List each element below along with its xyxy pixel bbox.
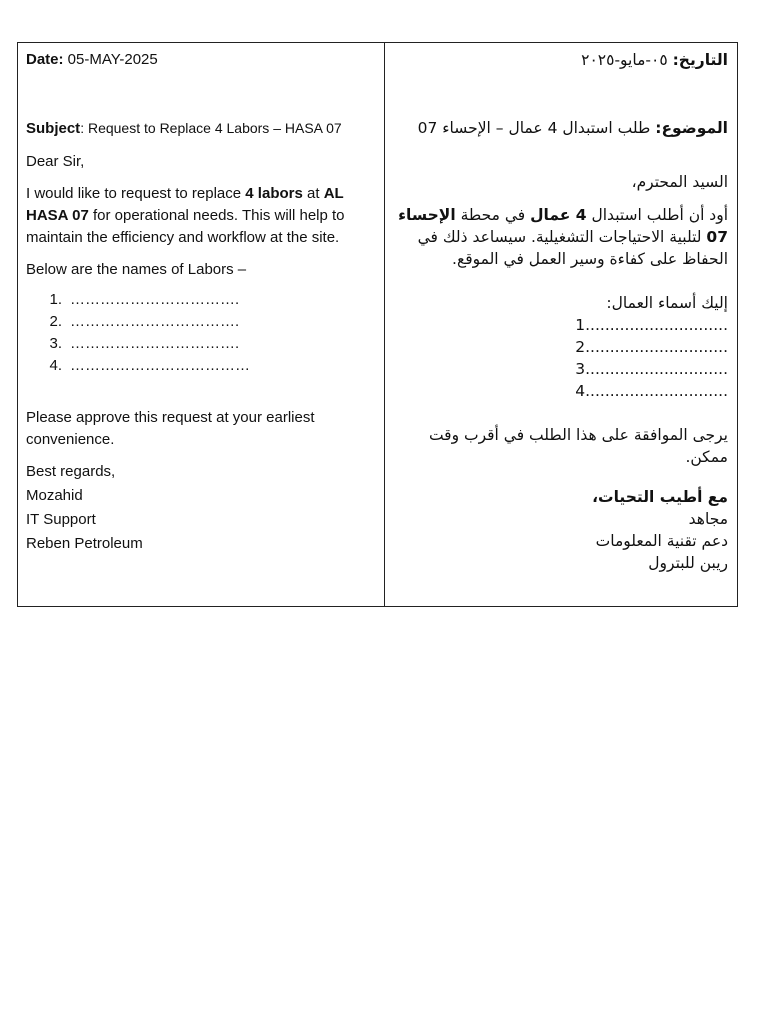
english-column	[18, 43, 385, 606]
arabic-date-line	[393, 49, 728, 71]
arabic-date-label: التاريخ:	[672, 51, 728, 69]
list-placeholder: ………………………………	[70, 357, 250, 374]
subject-label: Subject	[26, 120, 81, 137]
bilingual-letter	[17, 42, 738, 607]
arabic-subject-label: الموضوع:	[655, 119, 728, 137]
arabic-list-item: 1.............................	[575, 316, 728, 334]
arabic-subject-line	[393, 117, 728, 139]
list-placeholder: …………………………….	[70, 335, 240, 352]
approval-text: Please approve this request at your earliest convenience.	[26, 409, 315, 448]
arabic-body-text-1: أود أن أطلب استبدال	[586, 206, 728, 224]
date-value: 05-MAY-2025	[63, 51, 158, 68]
greeting: Dear Sir,	[26, 153, 85, 170]
list-item	[26, 311, 376, 333]
arabic-list-item: 2.............................	[575, 338, 728, 356]
arabic-approval-text: يرجى الموافقة على هذا الطلب في أقرب وقت ممكن.	[428, 426, 728, 466]
subject-line	[26, 117, 376, 140]
list-item	[26, 289, 376, 311]
arabic-subject-text: طلب استبدال 4 عمال – الإحساء 07	[417, 119, 656, 137]
arabic-labor-list	[393, 314, 728, 402]
arabic-list-item: 3.............................	[575, 360, 728, 378]
subject-text: : Request to Replace 4 Labors – HASA 07	[80, 120, 342, 136]
list-item	[26, 333, 376, 355]
arabic-signer-company: ريبن للبترول	[648, 554, 728, 572]
signer-company: Reben Petroleum	[26, 535, 143, 552]
labor-list	[26, 289, 376, 377]
arabic-body-text-2: في محطة	[455, 206, 531, 224]
list-number: 1.	[49, 291, 62, 308]
body-bold-2: AL HASA 07	[26, 185, 344, 224]
arabic-body-text-3: لتلبية الاحتياجات التشغيلية. سيساعد ذلك في الحفاظ على كفاءة وسير العمل في الموقع.	[417, 228, 728, 268]
signer-name: Mozahid	[26, 487, 83, 504]
arabic-signer-name: مجاهد	[688, 510, 728, 528]
body-text-1: I would like to request to replace	[26, 185, 246, 202]
arabic-date-value: ٠٥-مايو-٢٠٢٥	[581, 51, 673, 69]
arabic-list-item: 4.............................	[575, 382, 728, 400]
arabic-column	[385, 43, 737, 606]
body-paragraph	[26, 183, 376, 249]
list-number: 2.	[49, 313, 62, 330]
arabic-closing-text: مع أطيب التحيات،	[592, 488, 728, 506]
list-number: 4.	[49, 357, 62, 374]
list-placeholder: …………………………….	[70, 313, 240, 330]
date-label: Date:	[26, 51, 64, 68]
arabic-list-intro: إليك أسماء العمال:	[606, 294, 728, 312]
list-placeholder: …………………………….	[70, 291, 240, 308]
body-text-2: at	[302, 185, 324, 202]
arabic-body-bold-2: الإحساء 07	[398, 206, 728, 246]
body-bold-1: 4 labors	[245, 185, 303, 202]
date-line	[26, 49, 376, 71]
signer-title: IT Support	[26, 511, 96, 528]
list-item	[26, 355, 376, 377]
closing: Best regards,	[26, 463, 116, 480]
arabic-greeting: السيد المحترم،	[631, 173, 728, 191]
list-intro: Below are the names of Labors –	[26, 261, 247, 278]
arabic-body-bold-1: 4 عمال	[530, 206, 587, 224]
arabic-closing	[393, 486, 728, 508]
arabic-signer-title: دعم تقنية المعلومات	[595, 532, 728, 550]
list-number: 3.	[49, 335, 62, 352]
body-text-3: for operational needs. This will help to maintain the efficiency and workflow at the site.	[26, 207, 345, 246]
arabic-body-paragraph	[393, 204, 728, 270]
